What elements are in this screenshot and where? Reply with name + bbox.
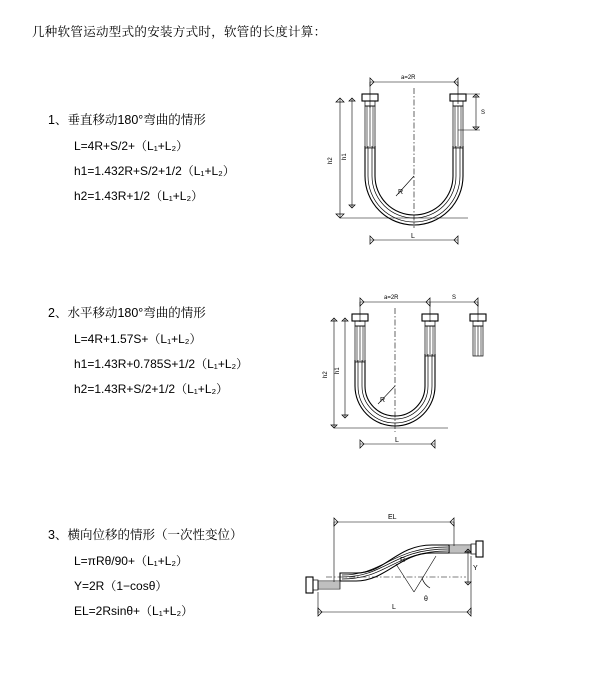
figure-2: [318, 288, 498, 458]
section-2-formula-2: h1=1.43R+0.785S+1/2（L₁+L₂）: [74, 357, 249, 371]
figure-1-label-inner: h1: [342, 153, 348, 160]
figure-3: [296, 508, 496, 628]
figure-1-label-radius: R: [398, 189, 404, 196]
figure-3-label-right: Y: [473, 565, 478, 572]
figure-1-label-stroke: S: [481, 110, 486, 116]
section-2-title: 2、水平移动180°弯曲的情形: [48, 306, 206, 320]
figure-1-label-bottom: L: [411, 233, 415, 240]
section-1-formula-2: h1=1.432R+S/2+1/2（L₁+L₂）: [74, 164, 235, 178]
section-3-formula-1: L=πRθ/90+（L₁+L₂）: [74, 554, 189, 568]
figure-3-label-angle: θ: [424, 596, 428, 603]
section-1-formula-3: h2=1.43R+1/2（L₁+L₂）: [74, 189, 204, 203]
figure-2-label-radius: R: [380, 397, 386, 404]
figure-2-label-bottom: L: [395, 437, 399, 444]
section-3-title: 3、横向位移的情形（一次性变位）: [48, 528, 243, 542]
section-2: [48, 303, 248, 405]
section-2-formula-1: L=4R+1.57S+（L₁+L₂）: [74, 332, 202, 346]
figure-3-label-bottom: L: [392, 604, 396, 611]
section-2-formula-3: h2=1.43R+S/2+1/2（L₁+L₂）: [74, 382, 229, 396]
section-3: [48, 525, 242, 627]
figure-2-label-inner: h1: [335, 367, 341, 374]
figure-2-label-top: a=2R: [384, 295, 399, 301]
section-3-formula-2: Y=2R（1−cosθ）: [74, 579, 168, 593]
section-1-title: 1、垂直移动180°弯曲的情形: [48, 113, 206, 127]
figure-1: [318, 68, 498, 268]
section-3-formula-3: EL=2Rsinθ+（L₁+L₂）: [74, 604, 194, 618]
figure-2-label-top2: S: [452, 295, 457, 301]
section-1-formula-1: L=4R+S/2+（L₁+L₂）: [74, 139, 189, 153]
figure-3-label-top: EL: [388, 514, 397, 521]
figure-2-label-left: h2: [323, 371, 329, 378]
figure-1-label-left: h2: [328, 157, 334, 164]
figure-1-label-top: a=2R: [401, 75, 416, 81]
figure-3-label-radius: R: [400, 557, 406, 564]
page-title: 几种软管运动型式的安装方式时，软管的长度计算：: [32, 25, 327, 39]
section-1: [48, 110, 235, 212]
